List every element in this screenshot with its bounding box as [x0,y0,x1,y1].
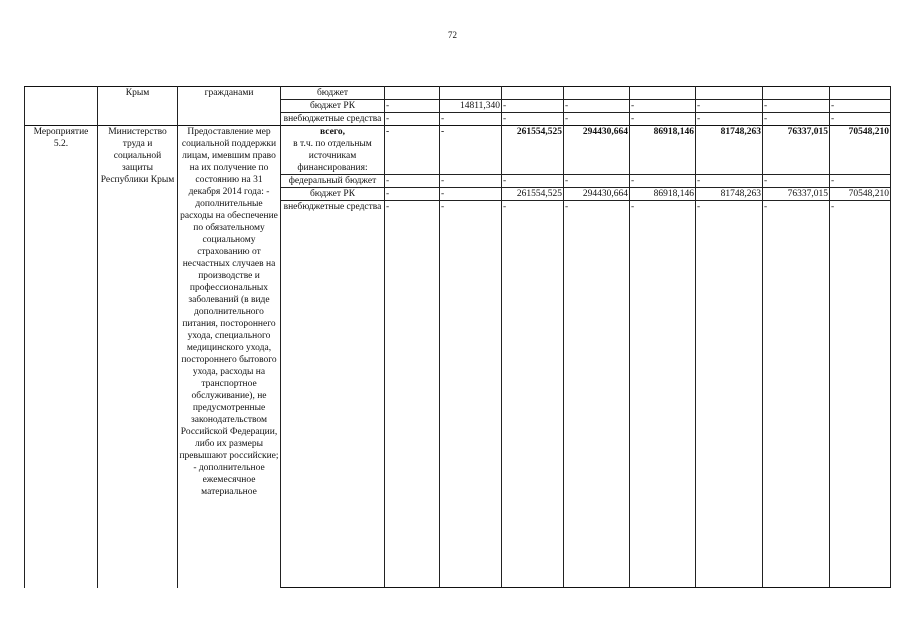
value-cell: - [385,100,440,113]
source-label: внебюджетные средства [281,113,385,126]
value-cell: - [830,100,891,113]
prev-executor: Крым [98,87,178,126]
value-cell: 86918,146 [630,126,696,139]
value-cell: - [630,175,696,188]
value-cell: - [440,175,502,188]
value-cell: - [696,113,763,126]
value-cell: 81748,263 [696,126,763,139]
value-cell: 294430,664 [564,126,630,139]
value-cell: - [502,201,564,588]
value-cell: - [763,175,830,188]
value-cell: - [564,175,630,188]
value-cell: - [502,100,564,113]
value-cell: 294430,664 [564,188,630,201]
value-cell: - [502,175,564,188]
value-cell: 86918,146 [630,188,696,201]
value-cell: - [385,188,440,201]
value-cell: - [696,201,763,588]
source-label: бюджет РК [281,188,385,201]
value-cell: - [385,113,440,126]
prev-description: гражданами [178,87,281,126]
table-row [25,126,891,139]
source-label: федеральный бюджет [281,175,385,188]
value-cell: - [385,201,440,588]
source-label: внебюджетные средства [281,201,385,588]
value-cell: - [763,100,830,113]
source-label: в т.ч. по отдельным источникам финансирования: [281,138,385,175]
value-cell: - [440,201,502,588]
value-cell: - [564,100,630,113]
source-label: всего, [281,126,385,139]
value-cell: - [630,113,696,126]
value-cell: - [440,113,502,126]
value-cell: - [630,100,696,113]
budget-table [24,86,891,588]
page-number: 72 [448,30,457,40]
value-cell: - [564,113,630,126]
value-cell: 261554,525 [502,126,564,139]
value-cell: 70548,210 [830,188,891,201]
value-cell: - [564,201,630,588]
source-label: бюджет РК [281,100,385,113]
value-cell: - [830,113,891,126]
value-cell: 76337,015 [763,126,830,139]
value-cell: - [830,175,891,188]
value-cell: - [696,100,763,113]
value-cell: 261554,525 [502,188,564,201]
value-cell: - [763,201,830,588]
value-cell: - [502,113,564,126]
value-cell: 70548,210 [830,126,891,139]
value-cell: - [385,175,440,188]
value-cell: 81748,263 [696,188,763,201]
value-cell: - [763,113,830,126]
value-cell: - [630,201,696,588]
value-cell: - [696,175,763,188]
source-label: бюджет [281,87,385,100]
table-row [25,87,891,100]
value-cell: - [440,188,502,201]
value-cell: - [385,126,440,139]
measure-description: Предоставление мер социальной поддержки лицам, имевшим право на их получение по состоянию на 31 декабря 2014 года: - дополнительные расходы на обеспечение по обязательному социальному страхованию от несчастных случаев на производстве и профессиональных заболеваний (в виде дополнительного питания, постороннего ухода, специального медицинского ухода, постороннего бытового ухода, расходы на транспортное обслуживание), не предусмотренные законодательством Российской Федерации, либо их размеры превышают российские; - дополнительное ежемесячное материальное [178,126,281,588]
value-cell: 14811,340 [440,100,502,113]
value-cell: - [440,126,502,139]
value-cell: 76337,015 [763,188,830,201]
measure-executor: Министерство труда и социальной защиты Республики Крым [98,126,178,588]
value-cell: - [830,201,891,588]
measure-name: Мероприятие 5.2. [25,126,98,588]
